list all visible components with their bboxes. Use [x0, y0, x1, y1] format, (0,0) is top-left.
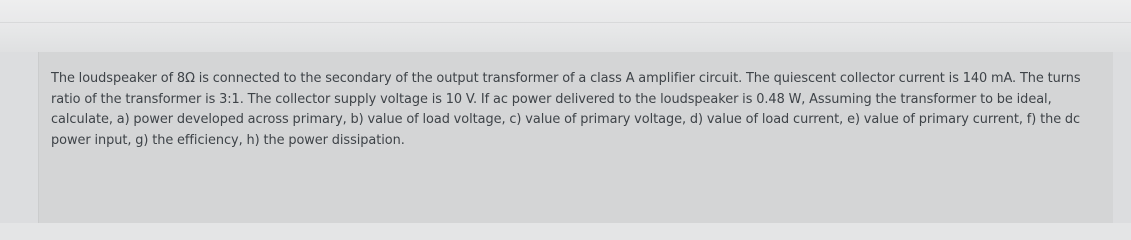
problem-panel: [38, 52, 1113, 223]
right-margin: [1113, 52, 1131, 223]
left-margin: [0, 52, 38, 223]
problem-statement: The loudspeaker of 8Ω is connected to the secondary of the output transformer of a class A amplifier circuit. The quiescent collector current is 140 mA. The turns ratio of the transformer is 3:1. The collector supply voltage is 10 V. If ac power delivered to the loudspeaker is 0.48 W, Assuming the transformer to be ideal, calculate, a) power developed across primary, b) value of load voltage, c) value of primary voltage, d) value of load current, e) value of primary current, f) the dc power input, g) the efficiency, h) the power dissipation.: [51, 71, 1081, 148]
top-background: [0, 0, 1131, 52]
divider: [0, 22, 1131, 23]
